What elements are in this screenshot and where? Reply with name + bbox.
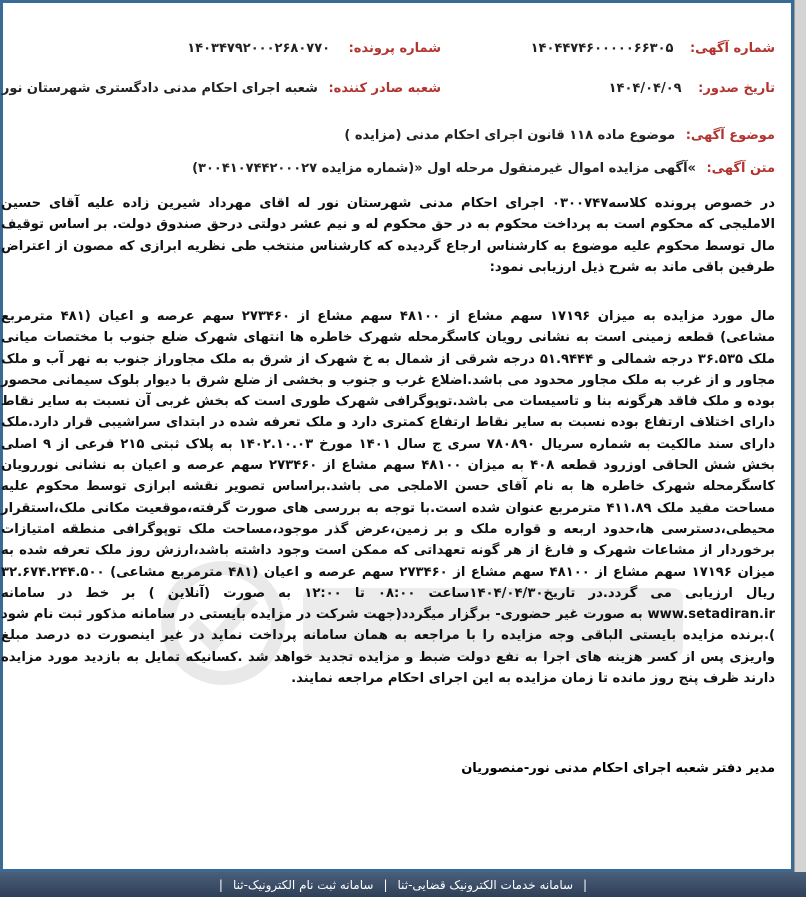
notice-paragraph-intro: در خصوص پرونده کلاسه۰۳۰۰۷۴۷ اجرای احکام مدنی شهرستان نور له اقای مهرداد شیرین زاده علیه آقای حسین الاملیجی که محکوم است به پرداخت محکوم به در حق محکوم له و نیم عشر دولتی درحق صندوق دولت. بر اساس توقیف مال توسط محکوم علیه موضوع به کارشناس ارجاع گردیده که کارشناس منتخب طی نظریه ابرازی که مصون از اعتراض طرفین باقی ماند به شرح ذیل ارزیابی نمود: (1, 196, 776, 275)
case-number: ۱۴۰۳۴۷۹۲۰۰۰۲۶۸۰۷۷۰ (187, 41, 331, 56)
footer-separator: | (583, 877, 588, 892)
notice-text-title: »آگهی مزایده اموال غیرمنقول مرحله اول «(شماره مزایده ۳۰۰۴۱۰۷۴۴۲۰۰۰۲۷) (192, 161, 696, 176)
subject-value: موضوع ماده ۱۱۸ قانون اجرای احکام مدنی (مزایده ) (344, 128, 676, 143)
issuer-label: شعبه صادر کننده: (328, 81, 441, 96)
signature: مدیر دفتر شعبه اجرای احکام مدنی نور-منصوریان (461, 761, 775, 776)
case-number-row (187, 41, 441, 56)
notice-text-label: متن آگهی: (706, 161, 775, 176)
notice-number-label: شماره آگهی: (689, 41, 775, 56)
notice-number-row (531, 41, 775, 56)
issue-date-row (609, 81, 775, 96)
footer-link-sana-services[interactable]: سامانه خدمات الکترونیک قضایی-ثنا (397, 877, 574, 892)
notice-text-row (192, 161, 775, 176)
notice-number: ۱۴۰۴۴۷۴۶۰۰۰۰۰۶۶۳۰۵ (530, 41, 674, 56)
footer-separator: | (383, 877, 388, 892)
notice-paragraph-details: مال مورد مزایده به میزان ۱۷۱۹۶ سهم مشاع از ۴۸۱۰۰ سهم مشاع از ۲۷۳۴۶۰ سهم عرصه و اعیان (۴۸۱ مترمربع مشاعی) قطعه زمینی است به نشانی رویان کاسگرمحله شهرک خاطره ها انتهای شهرک ضلع جنوب با مختصات میانی ملک ۳۶.۵۳۵ درجه شمالی و ۵۱.۹۴۴۴ درجه شرقی از شمال به خ شهرک از شرق به ملک مجاوراز جنوب به نهر آب و ملک مجاور و از غرب به ملک مجاور محدود می باشد.اضلاع غرب و جنوب و بخشی از ضلع شرق با دیوار بلوک سیمانی محصور بوده و ملک فاقد هرگونه بنا و تاسیسات می باشد.توپوگرافی شهرک طوری است که بخش غربی آن نسبت به سایر نقاط دارای اختلاف ارتفاع بوده نسبت به سایر نقاط ارتفاع کمتری دارد و ملک تعرفه شده در ابتدای سراشیبی قرار دارد.ملک دارای سند مالکیت به شماره سریال ۷۸۰۸۹۰ سری ج سال ۱۴۰۱ مورخ ۱۴۰۲.۱۰.۰۳ به پلاک ثبتی ۲۱۵ فرعی از ۹ اصلی بخش شش الحاقی اوزرود قطعه ۴۰۸ به میزان ۴۸۱۰۰ سهم مشاع از ۲۷۳۴۶۰ سهم عرصه و اعیان به نشانی نوررویان کاسگرمحله شهرک خاطره ها به نام آقای حسن الاملجی می باشد.براساس تصویر نقشه ابرازی توسط محکوم علیه مساحت مفید ملک ۴۱۱.۸۹ مترمربع عنوان شده است.با توجه به بررسی های صورت گرفته،موقعیت مکانی ملک،استقرار محیطی،دسترسی ها،حدود اربعه و قواره ملک و بر زمین،عرض گذر موجود،مساحت ملک توپوگرافی منطقه امتیازات برخوردار از مشاعات شهرک و فارغ از هر گونه تعهداتی که ممکن است وجود داشته باشد،ارزش روز ملک تعرفه شده به میزان ۱۷۱۹۶ سهم مشاع از ۴۸۱۰۰ سهم مشاع از ۲۷۳۴۶۰ سهم عرصه و اعیان (۴۸۱ مترمربع مشاعی) ۳۲.۶۷۴.۲۴۴.۵۰۰ ریال ارزیابی می گردد.در تاریخ۱۴۰۴/۰۴/۳۰ساعت ۰۸:۰۰ تا ۱۲:۰۰ به صورت (آنلاین ) بر خط در سامانه www.setadiran.ir به صورت غیر حضوری- برگزار میگردد(جهت شرکت در مزایده بایستی در سامانه مذکور ثبت نام شود ).برنده مزایده بایستی الباقی وجه مزایده را با مراجعه به همان سامانه پرداخت نماید در غیر اینصورت ده درصد مبلغ واریزی پس از کسر هزینه های اجرا به نفع دولت ضبط و مزایده تجدید خواهد شد .کسانیکه تمایل به بازدید مورد مزایده دارند ظرف پنج روز مانده تا زمان مزایده به این اجرای احکام مراجعه نمایند. (1, 309, 776, 687)
footer-link-sana-registration[interactable]: سامانه ثبت نام الکترونیک-ثنا (232, 877, 374, 892)
footer-separator: | (218, 877, 223, 892)
issue-date-label: تاریخ صدور: (698, 81, 775, 96)
footer-bar (0, 872, 806, 897)
vertical-scrollbar[interactable] (794, 0, 806, 872)
subject-row (344, 128, 775, 143)
case-number-label: شماره پرونده: (348, 41, 441, 56)
issuer-row (2, 81, 441, 96)
issuer: شعبه اجرای احکام مدنی دادگستری شهرستان نور (1, 81, 318, 96)
subject-label: موضوع آگهی: (685, 128, 775, 143)
issue-date: ۱۴۰۴/۰۴/۰۹ (608, 81, 682, 96)
